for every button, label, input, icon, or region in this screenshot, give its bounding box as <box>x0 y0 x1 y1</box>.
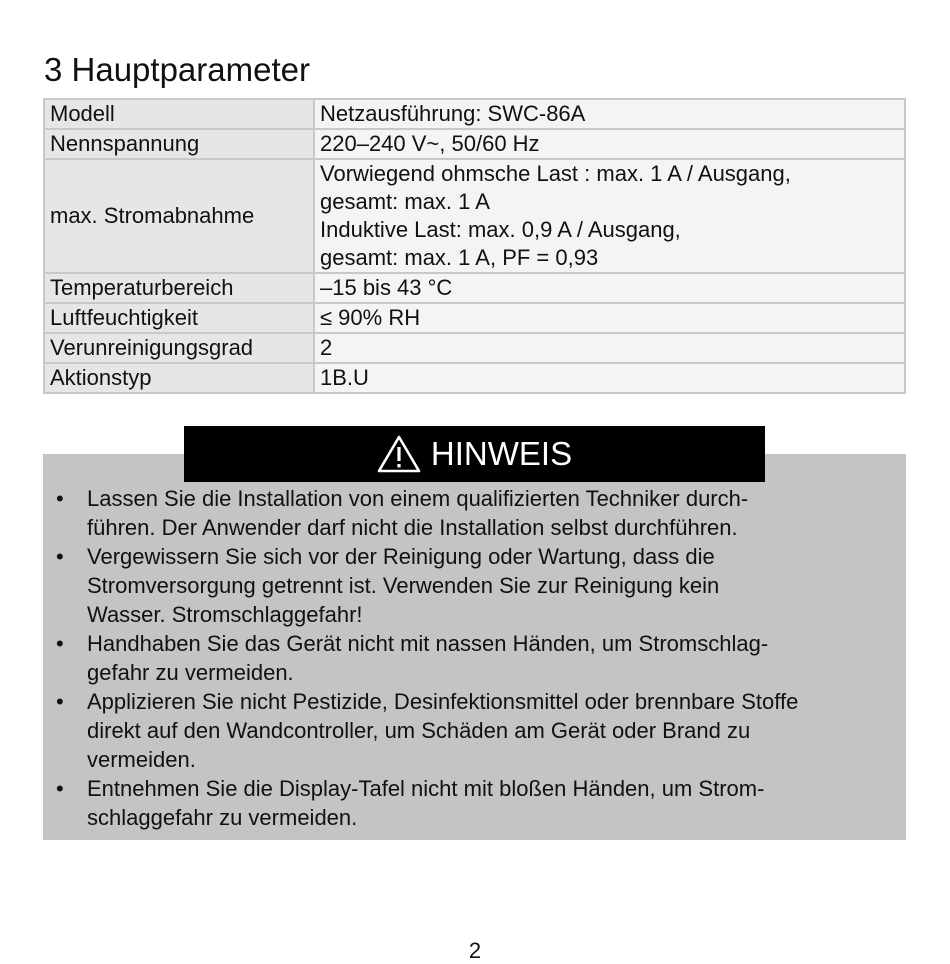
list-item: • Lassen Sie die Installation von einem qualifizierten Techniker durch- führen. Der Anwender darf nicht die Installation selbst durchführen. <box>56 486 749 540</box>
param-label: Temperaturbereich <box>44 273 314 303</box>
table-row <box>44 159 905 273</box>
parameters-table <box>43 98 906 394</box>
param-value: Netzausführung: SWC-86A <box>314 99 905 129</box>
param-label: max. Stromabnahme <box>44 159 314 273</box>
param-label: Nennspannung <box>44 129 314 159</box>
notice-list <box>43 484 883 832</box>
notice-title: HINWEIS <box>430 435 573 472</box>
bullet: • <box>56 631 64 656</box>
table-row <box>44 129 905 159</box>
bullet: • <box>56 689 64 714</box>
param-value: 1B.U <box>314 363 905 393</box>
param-value: –15 bis 43 °C <box>314 273 905 303</box>
bullet: • <box>56 544 64 569</box>
list-item: • Handhaben Sie das Gerät nicht mit nassen Händen, um Stromschlag- gefahr zu vermeiden. <box>56 631 769 685</box>
list-item: • Applizieren Sie nicht Pestizide, Desinfektionsmittel oder brennbare Stoffe direkt auf den Wandcontroller, um Schäden am Gerät oder Brand zu vermeiden. <box>56 689 799 772</box>
notice-header <box>184 426 765 482</box>
list-item: • Vergewissern Sie sich vor der Reinigung oder Wartung, dass die Stromversorgung getrennt ist. Verwenden Sie zur Reinigung kein Wasser. Stromschlaggefahr! <box>56 544 720 627</box>
param-value: ≤ 90% RH <box>314 303 905 333</box>
table-row <box>44 303 905 333</box>
table-row <box>44 273 905 303</box>
table-row <box>44 99 905 129</box>
bullet: • <box>56 486 64 511</box>
param-value: Vorwiegend ohmsche Last : max. 1 A / Ausgang, gesamt: max. 1 A Induktive Last: max. 0,9 A / Ausgang, gesamt: max. 1 A, PF = 0,93 <box>314 159 905 273</box>
page-number: 2 <box>468 938 482 963</box>
param-label: Luftfeuchtigkeit <box>44 303 314 333</box>
table-row <box>44 363 905 393</box>
param-value: 220–240 V~, 50/60 Hz <box>314 129 905 159</box>
section-title: 3 Hauptparameter <box>44 51 310 88</box>
table-row <box>44 333 905 363</box>
warning-triangle-icon <box>377 435 421 473</box>
list-item: • Entnehmen Sie die Display-Tafel nicht mit bloßen Händen, um Strom- schlaggefahr zu vermeiden. <box>56 776 765 830</box>
bullet: • <box>56 776 64 801</box>
param-value: 2 <box>314 333 905 363</box>
param-label: Modell <box>44 99 314 129</box>
param-label: Verunreinigungsgrad <box>44 333 314 363</box>
param-label: Aktionstyp <box>44 363 314 393</box>
